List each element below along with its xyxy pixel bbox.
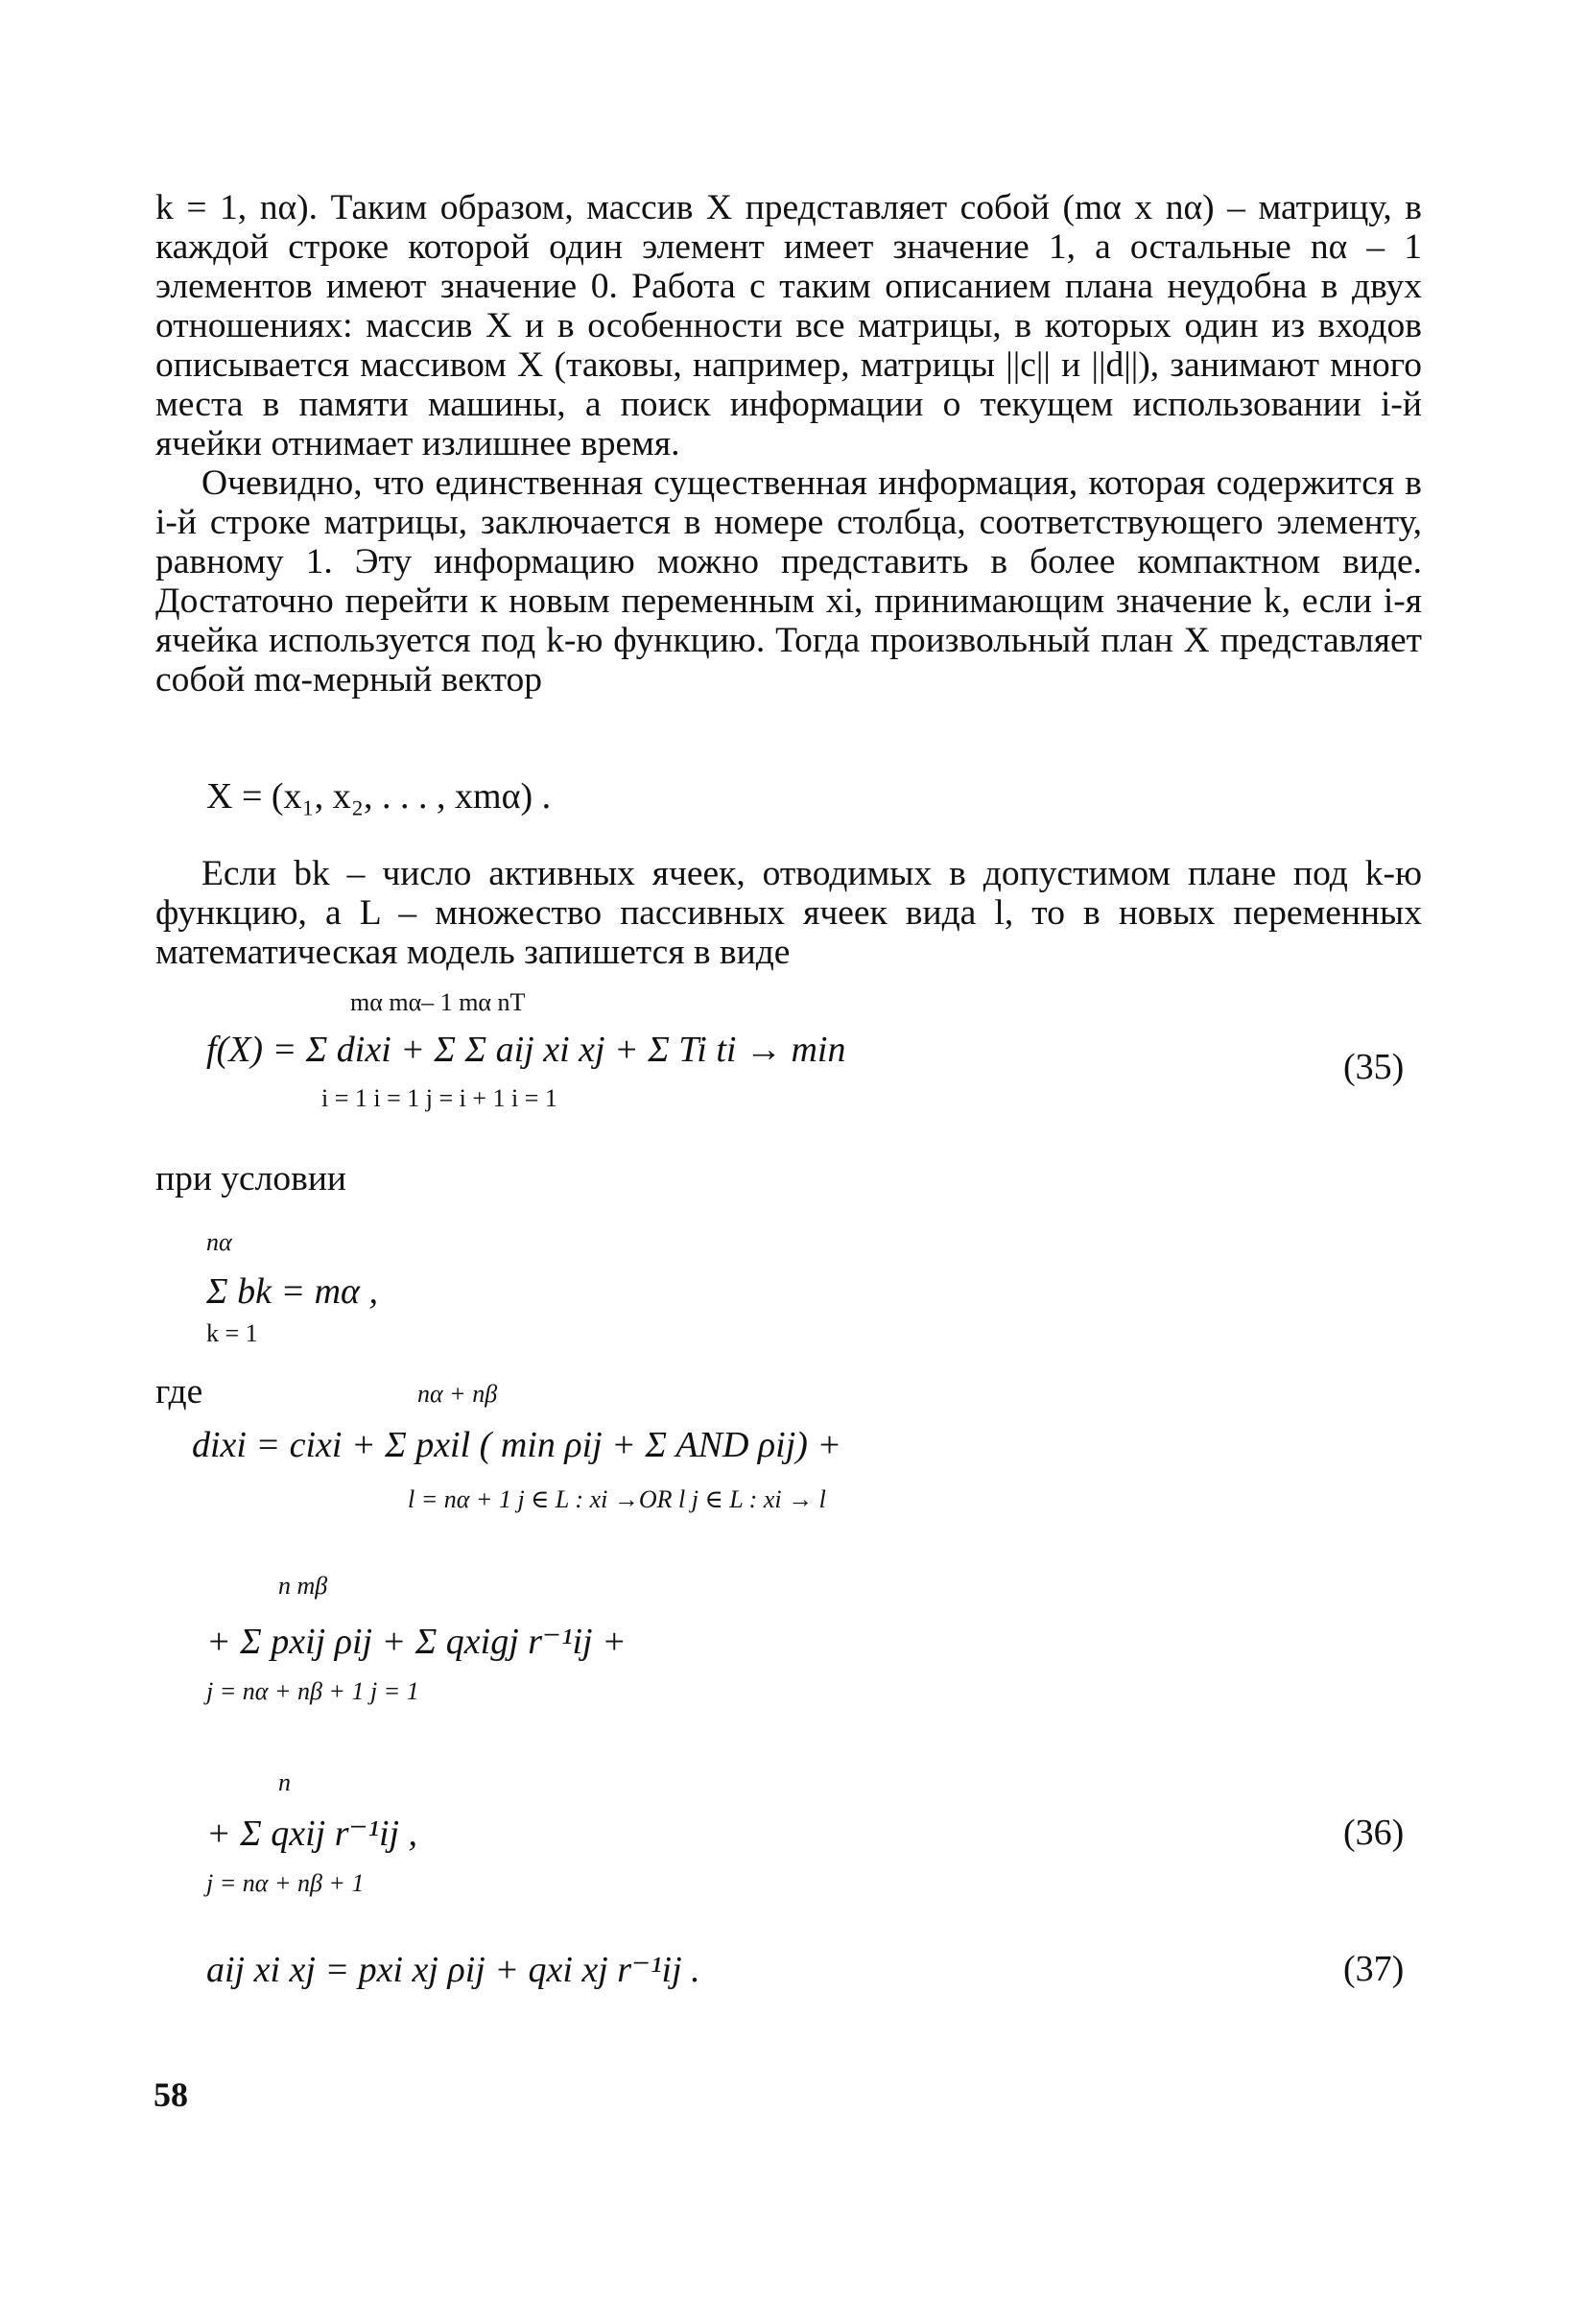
equation-36-number: (36) [1343, 1813, 1405, 1853]
constraint-superscript: nα [206, 1228, 232, 1256]
equation-35-subscripts: i = 1 i = 1 j = i + 1 i = 1 [321, 1084, 557, 1112]
constraint-subscript: k = 1 [206, 1319, 258, 1347]
constraint-main: Σ bk = mα , [206, 1271, 378, 1312]
equation-36-line1-sup: nα + nβ [417, 1380, 498, 1408]
equation-36-line2-sup: n mβ [278, 1572, 328, 1600]
condition-label: при условии [155, 1159, 346, 1198]
equation-36-line1: dixi = cixi + Σ pxil ( min ρij + Σ AND ρij) + [192, 1425, 842, 1465]
equation-37-number: (37) [1343, 1949, 1405, 1989]
body-text-middle [155, 854, 1422, 972]
paragraph-3: Если bk – число активных ячеек, отводимых в допустимом плане под k-ю функцию, а L – множество пассивных ячеек вида l, то в новых переменных математическая модель запишется в виде [155, 854, 1422, 972]
paragraph-1: k = 1, nα). Таким образом, массив X представляет собой (mα x nα) – матрицу, в каждой строке которой один элемент имеет значение 1, а остальные nα – 1 элементов имеют значение 0. Работа с таким описанием плана неудобна в двух отношениях: массив X и в особенности все матрицы, в которых один из входов описывается массивом X (таковы, например, матрицы ||c|| и ||d||), занимают много места в памяти машины, а поиск информации о текущем использовании i-й ячейки отнимает излишнее время. [155, 188, 1422, 463]
vector-equation: X = (x₁, x₂, . . . , xmα) . [206, 776, 552, 817]
paragraph-2: Очевидно, что единственная существенная информация, которая содержится в i-й строке матрицы, заключается в номере столбца, соответствующего элементу, равному 1. Эту информацию можно представить в более компактном виде. Достаточно перейти к новым переменным xi, принимающим значение k, если i-я ячейка используется под k-ю функцию. Тогда произвольный план X представляет собой mα-мерный вектор [155, 463, 1422, 700]
equation-36-line2: + Σ pxij ρij + Σ qxigj r⁻¹ij + [206, 1622, 627, 1662]
equation-36-line3: + Σ qxij r⁻¹ij , [206, 1814, 418, 1854]
equation-36-line2-sub: j = nα + nβ + 1 j = 1 [206, 1677, 419, 1705]
equation-36-line3-sub: j = nα + nβ + 1 [206, 1869, 365, 1897]
page-number: 58 [154, 2075, 188, 2114]
equation-35-main: f(X) = Σ dixi + Σ Σ aij xi xj + Σ Ti ti → min [206, 1030, 846, 1070]
equation-36-line1-sub: l = nα + 1 j ∈ L : xi →OR l j ∈ L : xi → l [408, 1485, 826, 1513]
equation-35-number: (35) [1343, 1047, 1405, 1087]
equation-36-line3-sup: n [278, 1768, 291, 1796]
body-text-upper [155, 188, 1422, 700]
equation-35-superscripts: mα mα– 1 mα nT [350, 988, 526, 1016]
equation-37: aij xi xj = pxi xj ρij + qxi xj r⁻¹ij . [206, 1950, 700, 1990]
where-label: где [155, 1372, 203, 1411]
